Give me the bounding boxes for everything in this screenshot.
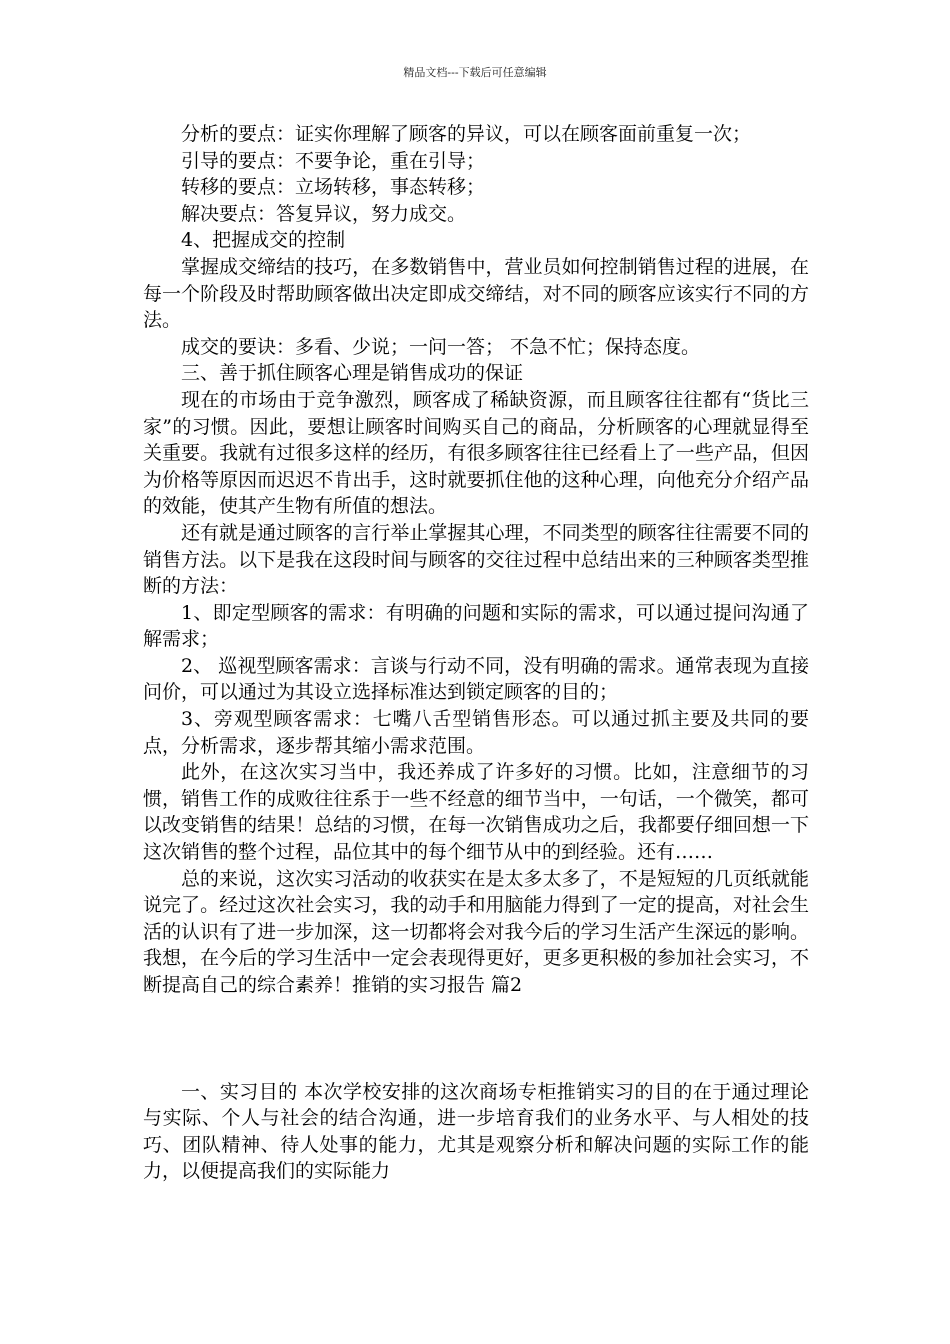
paragraph: 分析的要点：证实你理解了顾客的异议，可以在顾客面前重复一次；	[181, 123, 752, 145]
list-item: 1、即定型顾客的需求：有明确的问题和实际的需求，可以通过提问沟通了解需求；	[143, 601, 809, 651]
section-gap	[143, 999, 809, 1079]
paragraph: 引导的要点：不要争论，重在引导；	[181, 149, 486, 172]
paragraph: 掌握成交缔结的技巧，在多数销售中，营业员如何控制销售过程的进展，在每一个阶段及时帮助顾客做出决定即成交缔结，对不同的顾客应该实行不同的方法。	[143, 255, 809, 332]
paragraph: 成交的要诀：多看、少说；一问一答； 不急不忙；保持态度。	[181, 335, 701, 358]
paragraph: 一、实习目的 本次学校安排的这次商场专柜推销实习的目的在于通过理论与实际、个人与社会的结合沟通，进一步培育我们的业务水平、与人相处的技巧、团队精神、待人处事的能力，尤其是观察分析和解决问题的实际工作的能力，以便提高我们的实际能力	[143, 1080, 809, 1183]
list-item: 3、旁观型顾客需求：七嘴八舌型销售形态。可以通过抓主要及共同的要点，分析需求，逐步帮其缩小需求范围。	[143, 708, 809, 757]
page-header: 精品文档---下载后可任意编辑	[403, 66, 547, 79]
paragraph: 此外，在这次实习当中，我还养成了许多好的习惯。比如，注意细节的习惯，销售工作的成败往往系于一些不经意的细节当中，一句话，一个微笑，都可以改变销售的结果！总结的习惯，在每一次销售成功之后，我都要仔细回想一下这次销售的整个过程，品位其中的每个细节从中的到经验。还有……	[143, 761, 809, 864]
list-item: 2、 巡视型顾客需求：言谈与行动不同，没有明确的需求。通常表现为直接问价，可以通过为其设立选择标准达到锁定顾客的目的；	[143, 654, 809, 704]
paragraph: 现在的市场由于竞争激烈，顾客成了稀缺资源，而且顾客往往都有“货比三家”的习惯。因此，要想让顾客时间购买自己的商品，分析顾客的心理就显得至关重要。我就有过很多这样的经历，有很多顾客往往已经看上了一些产品，但因为价格等原因而迟迟不肯出手，这时就要抓住他的这种心理，向他充分介绍产品的效能，使其产生物有所值的想法。	[143, 388, 809, 518]
paragraph: 转移的要点：立场转移，事态转移；	[181, 176, 486, 199]
paragraph: 总的来说，这次实习活动的收获实在是太多太多了，不是短短的几页纸就能说完了。经过这次社会实习，我的动手和用脑能力得到了一定的提高，对社会生活的认识有了进一步加深，这一切都将会对我今后的学习生活产生深远的影响。我想，在今后的学习生活中一定会表现得更好，更多更积极的参加社会实习，不断提高自己的综合素养！推销的实习报告 篇2	[143, 867, 809, 996]
section-heading: 4、把握成交的控制	[181, 229, 346, 252]
section-heading: 三、善于抓住顾客心理是销售成功的保证	[181, 362, 524, 385]
paragraph: 解决要点：答复异议，努力成交。	[181, 202, 467, 225]
paragraph: 还有就是通过顾客的言行举止掌握其心理，不同类型的顾客往往需要不同的销售方法。以下是我在这段时间与顾客的交往过程中总结出来的三种顾客类型推断的方法：	[143, 521, 809, 598]
document-body	[143, 121, 809, 1185]
